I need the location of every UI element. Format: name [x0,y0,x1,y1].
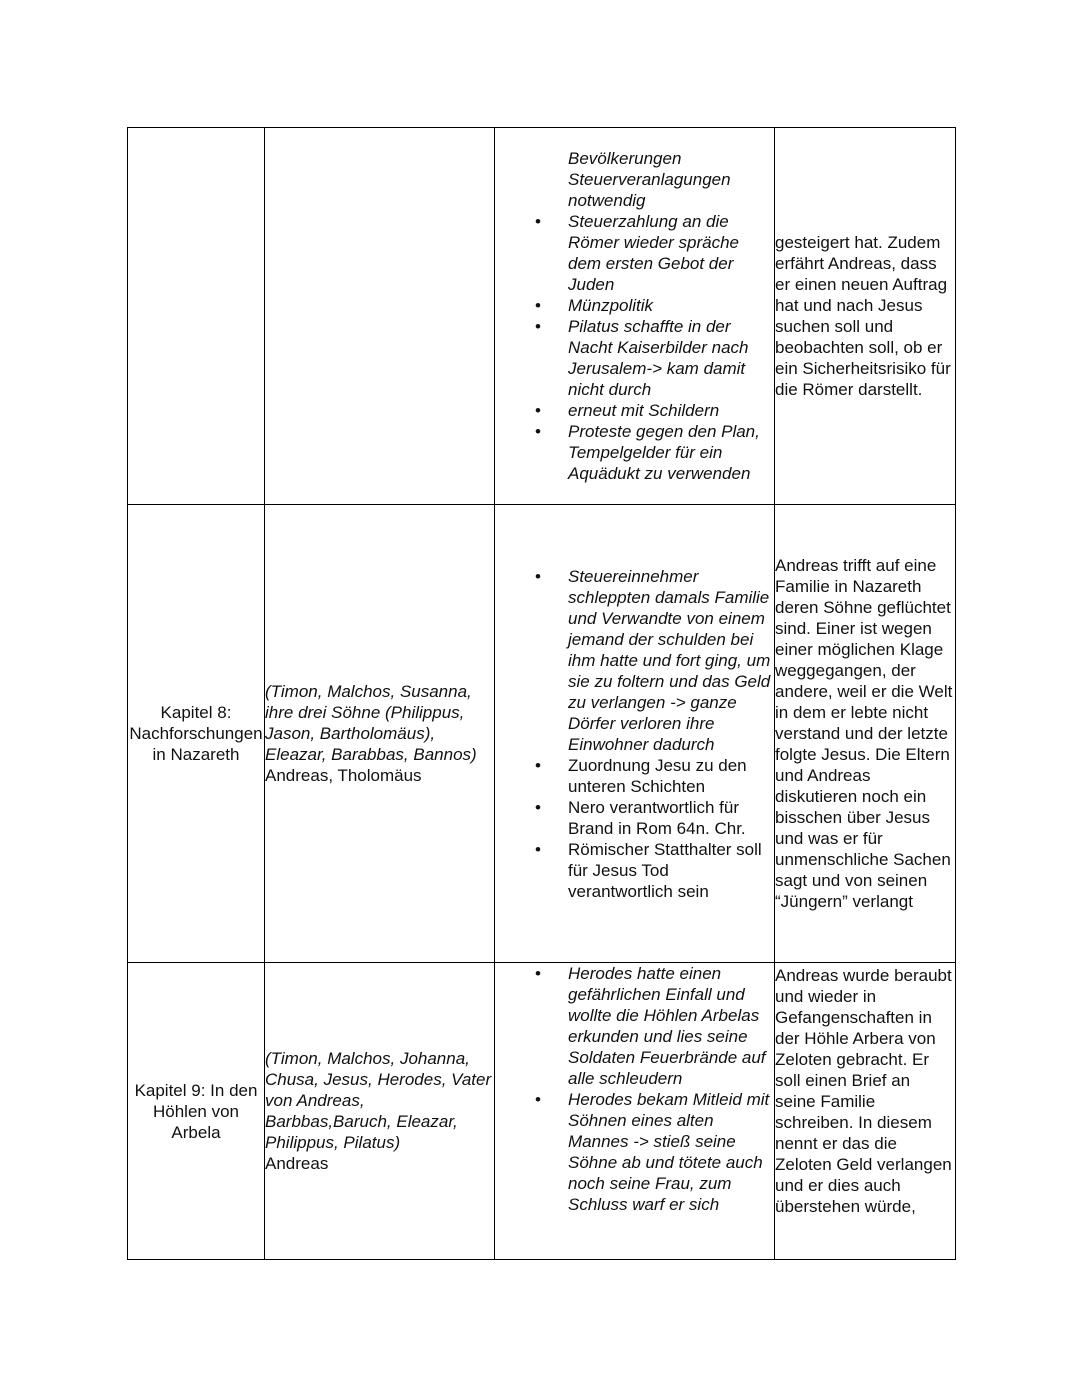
notes-list [495,148,774,484]
list-item: • Herodes bekam Mitleid mit Söhnen eines alten Mannes -> stieß seine Söhne ab und tötete auch noch seine Frau, zum Schluss warf er sich [495,1089,774,1215]
list-item: • erneut mit Schildern [495,400,774,421]
summary-text: Andreas trifft auf eine Familie in Nazareth deren Söhne geflüchtet sind. Einer ist wegen einer möglichen Klage weggegangen, der andere, weil er die Welt in dem er lebte nicht verstand und der letzte folgte Jesus. Die Eltern und Andreas diskutieren noch ein bisschen über Jesus und was er für unmenschliche Sachen sagt und von seinen “Jüngern” verlangt [775,556,953,911]
notes-cell [495,505,775,963]
summary-cell [775,505,956,963]
chapter-title: Kapitel 8: Nachforschungen in Nazareth [129,703,263,764]
main-characters: Andreas, Tholomäus [265,766,422,785]
summary-text: Andreas wurde beraubt und wieder in Gefangenschaften in der Höhle Arbera von Zeloten gebracht. Er soll einen Brief an seine Familie schreiben. In diesem nennt er das die Zeloten Geld verlangen und er dies auch überstehen würde, [775,966,952,1216]
summary-text: gesteigert hat. Zudem erfährt Andreas, dass er einen neuen Auftrag hat und nach Jesus suchen soll und beobachten soll, ob er ein Sicherheitsrisiko für die Römer darstellt. [775,233,951,399]
list-item: • Proteste gegen den Plan, Tempelgelder für ein Aquädukt zu verwenden [495,421,774,484]
summary-cell [775,963,956,1260]
list-item: Bevölkerungen Steuerveranlagungen notwendig [568,149,731,210]
notes-cell [495,963,775,1260]
table-row [128,505,956,963]
list-item: • Römischer Statthalter soll für Jesus Tod verantwortlich sein [495,839,774,902]
list-item: • Steuerzahlung an die Römer wieder spräche dem ersten Gebot der Juden [495,211,774,295]
characters-cell [265,963,495,1260]
list-item: • Pilatus schaffte in der Nacht Kaiserbilder nach Jerusalem-> kam damit nicht durch [495,316,774,400]
table-row [128,128,956,505]
chapter-title: Kapitel 9: In den Höhlen von Arbela [134,1080,258,1142]
list-item: • Nero verantwortlich für Brand in Rom 64n. Chr. [495,797,774,839]
table-row [128,963,956,1260]
summary-cell [775,128,956,505]
chapter-cell [128,963,265,1260]
list-item: • Herodes hatte einen gefährlichen Einfall und wollte die Höhlen Arbelas erkunden und lies seine Soldaten Feuerbrände auf alle schleudern [495,963,774,1089]
notes-cell [495,128,775,505]
characters-list: (Timon, Malchos, Johanna, Chusa, Jesus, Herodes, Vater von Andreas, Barbbas,Baruch, Eleazar, Philippus, Pilatus) [265,1049,492,1152]
chapter-summary-table [127,127,956,1260]
characters-cell [265,505,495,963]
notes-list [495,566,774,902]
characters-list: (Timon, Malchos, Susanna, ihre drei Söhne (Philippus, Jason, Bartholomäus), Eleazar, Barabbas, Bannos) [265,682,477,764]
list-item: • Zuordnung Jesu zu den unteren Schichten [495,755,774,797]
chapter-cell [128,128,265,505]
main-characters: Andreas [265,1154,329,1173]
chapter-cell [128,505,265,963]
list-item: • Münzpolitik [495,295,774,316]
notes-list [495,963,774,1215]
list-item: • Steuereinnehmer schleppten damals Familie und Verwandte von einem jemand der schulden bei ihm hatte und fort ging, um sie zu foltern und das Geld zu verlangen -> ganze Dörfer verloren ihre Einwohner dadurch [495,566,774,755]
characters-cell [265,128,495,505]
